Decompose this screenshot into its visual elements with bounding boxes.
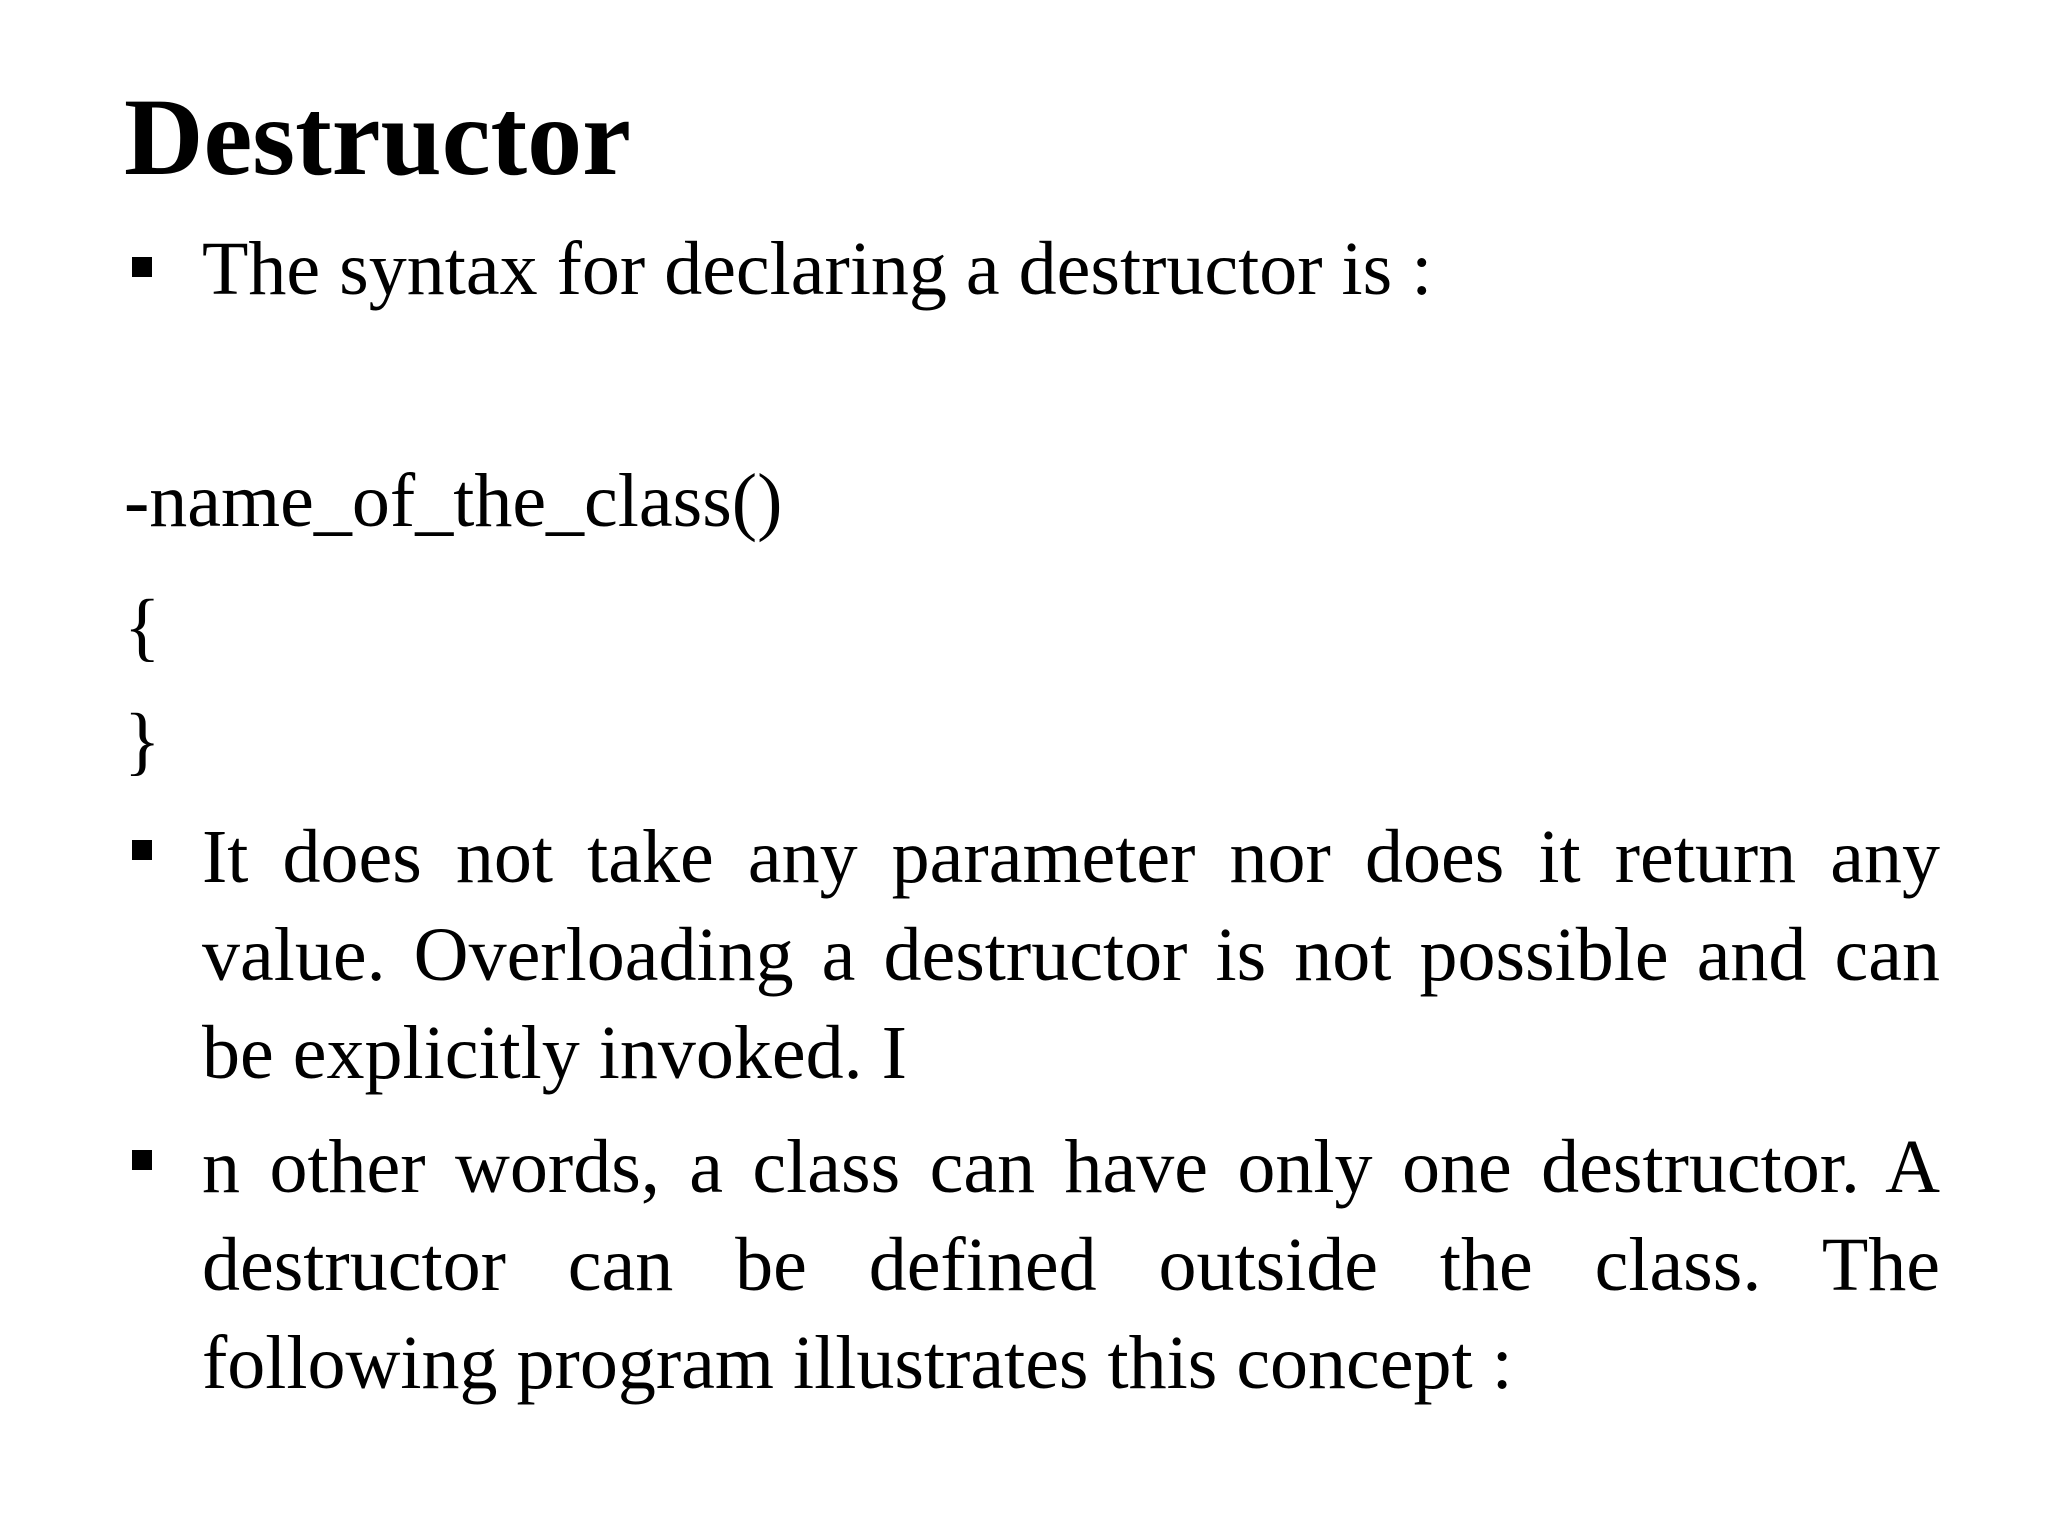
bullet-text: n other words, a class can have only one destructor. A destructor can be defined outside the class. The following program illustrates this concept : (202, 1125, 1940, 1405)
bullet-text: The syntax for declaring a destructor is : (202, 227, 1433, 311)
code-line: { (124, 585, 161, 669)
bullet-parameters (124, 808, 1940, 1108)
square-bullet-icon (132, 1150, 152, 1170)
bullet-syntax (124, 220, 1940, 320)
code-line: } (124, 699, 161, 783)
bullet-text: It does not take any parameter nor does it return any value. Overloading a destructor is not possible and can be explicitly invoked. I (202, 815, 1940, 1095)
square-bullet-icon (132, 840, 152, 860)
bullet-one-destructor (124, 1118, 1940, 1418)
slide-title: Destructor (124, 76, 631, 198)
code-line: -name_of_the_class() (124, 459, 783, 543)
square-bullet-icon (132, 257, 152, 277)
